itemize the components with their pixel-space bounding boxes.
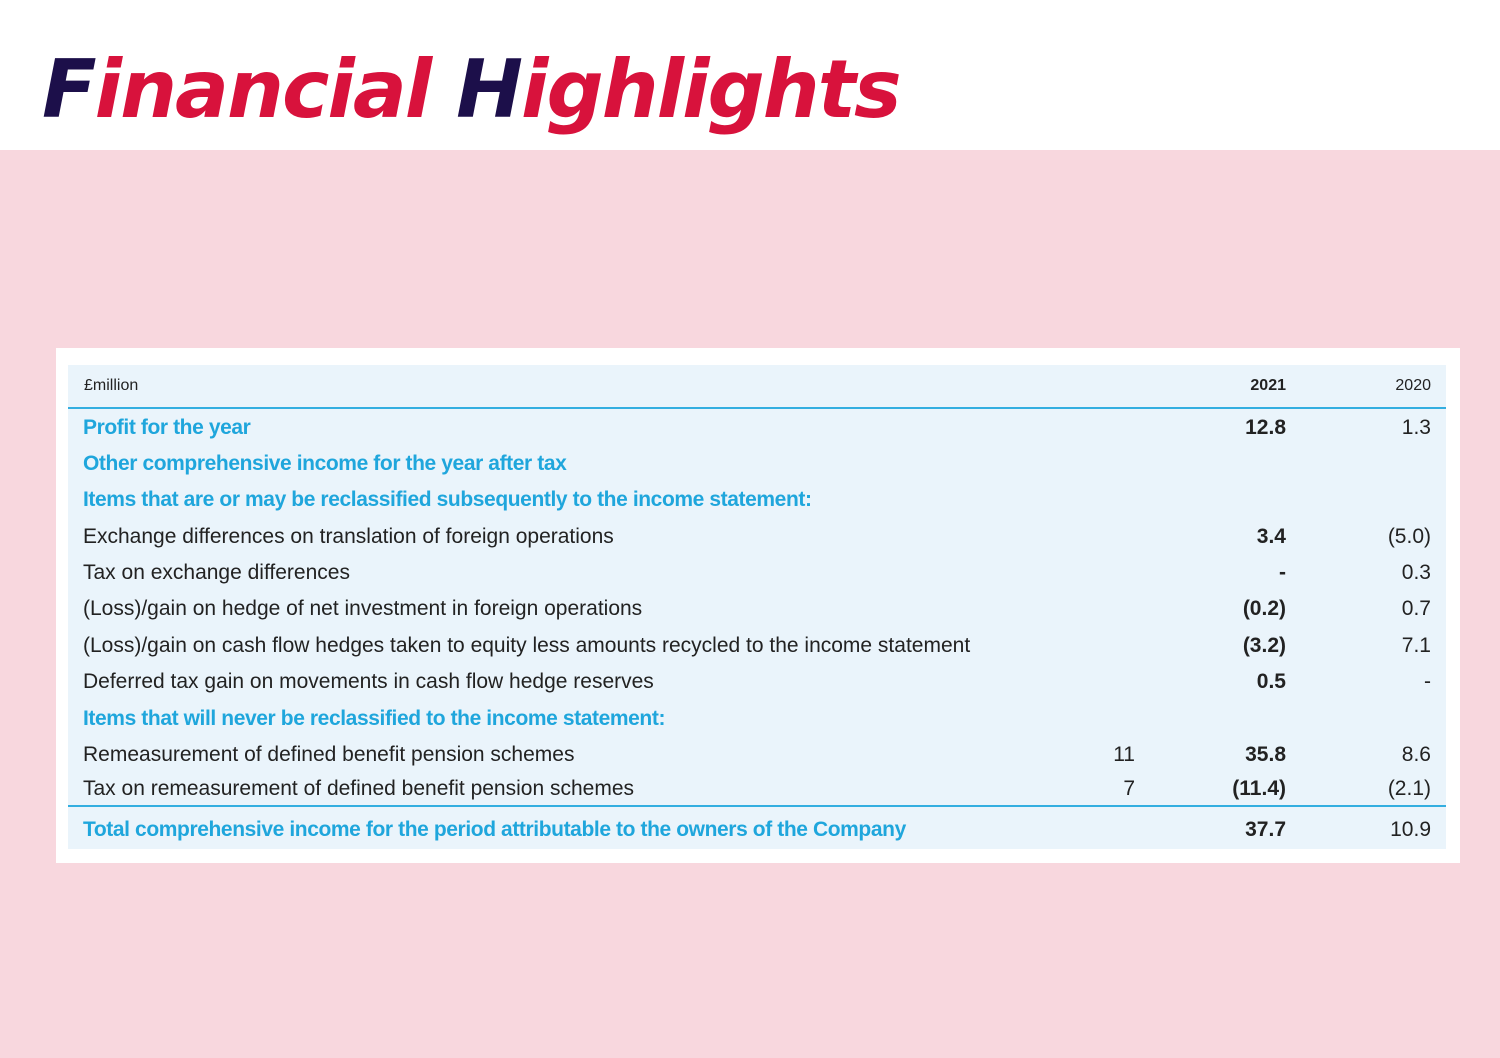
row-value-2021: (3.2) [1242, 634, 1286, 657]
row-value-2021: - [1279, 561, 1286, 584]
row-label: Other comprehensive income for the year after tax [83, 452, 567, 475]
row-note: 7 [1123, 777, 1135, 800]
total-divider [68, 805, 1446, 807]
row-value-2020: 8.6 [1401, 743, 1431, 766]
table-row [68, 411, 1446, 447]
table-row [68, 556, 1446, 592]
row-label: Items that will never be reclassified to the income statement: [83, 707, 666, 730]
title-bar [0, 0, 1500, 150]
title-letter-h: H [456, 43, 522, 136]
page-title [42, 40, 900, 140]
comprehensive-income-table [68, 365, 1446, 849]
table-row [68, 702, 1446, 738]
header-currency-label: £million [84, 377, 139, 394]
row-value-2021: 35.8 [1245, 743, 1286, 766]
table-row [68, 483, 1446, 519]
row-value-2021: 12.8 [1245, 416, 1286, 439]
financial-table-card [56, 348, 1460, 863]
row-label: (Loss)/gain on hedge of net investment in foreign operations [83, 597, 643, 620]
table-row [68, 447, 1446, 483]
row-label: Exchange differences on translation of foreign operations [83, 525, 614, 548]
row-value-2020: 10.9 [1390, 818, 1431, 841]
table-row [68, 520, 1446, 556]
row-value-2020: (5.0) [1387, 525, 1431, 548]
table-row [68, 738, 1446, 774]
row-label: Tax on remeasurement of defined benefit pension schemes [83, 777, 634, 800]
header-year-2021: 2021 [1250, 377, 1286, 394]
row-value-2020: 0.3 [1401, 561, 1431, 584]
table-row [68, 592, 1446, 628]
table-row [68, 629, 1446, 665]
row-label: Profit for the year [83, 416, 251, 439]
table-header-row [68, 365, 1446, 409]
title-part-1: inancial [94, 43, 457, 136]
title-part-2: ighlights [521, 43, 900, 136]
row-label: Items that are or may be reclassified subsequently to the income statement: [83, 488, 812, 511]
row-value-2020: 0.7 [1401, 597, 1431, 620]
total-row [68, 813, 1446, 849]
row-label: Tax on exchange differences [83, 561, 350, 584]
row-label: (Loss)/gain on cash flow hedges taken to equity less amounts recycled to the income statement [83, 634, 971, 657]
row-value-2021: (0.2) [1242, 597, 1286, 620]
table-row [68, 772, 1446, 808]
title-letter-f: F [42, 43, 95, 136]
row-note: 11 [1113, 743, 1135, 766]
row-value-2020: - [1424, 670, 1431, 693]
row-value-2020: 1.3 [1401, 416, 1431, 439]
table-row [68, 665, 1446, 701]
row-value-2021: 3.4 [1256, 525, 1286, 548]
row-value-2021: 37.7 [1245, 818, 1286, 841]
row-value-2020: (2.1) [1387, 777, 1431, 800]
row-label: Remeasurement of defined benefit pension schemes [83, 743, 575, 766]
row-value-2020: 7.1 [1401, 634, 1431, 657]
row-label: Total comprehensive income for the period attributable to the owners of the Company [83, 818, 906, 841]
row-value-2021: (11.4) [1232, 777, 1286, 800]
header-year-2020: 2020 [1395, 377, 1431, 394]
row-label: Deferred tax gain on movements in cash flow hedge reserves [83, 670, 654, 693]
row-value-2021: 0.5 [1256, 670, 1286, 693]
